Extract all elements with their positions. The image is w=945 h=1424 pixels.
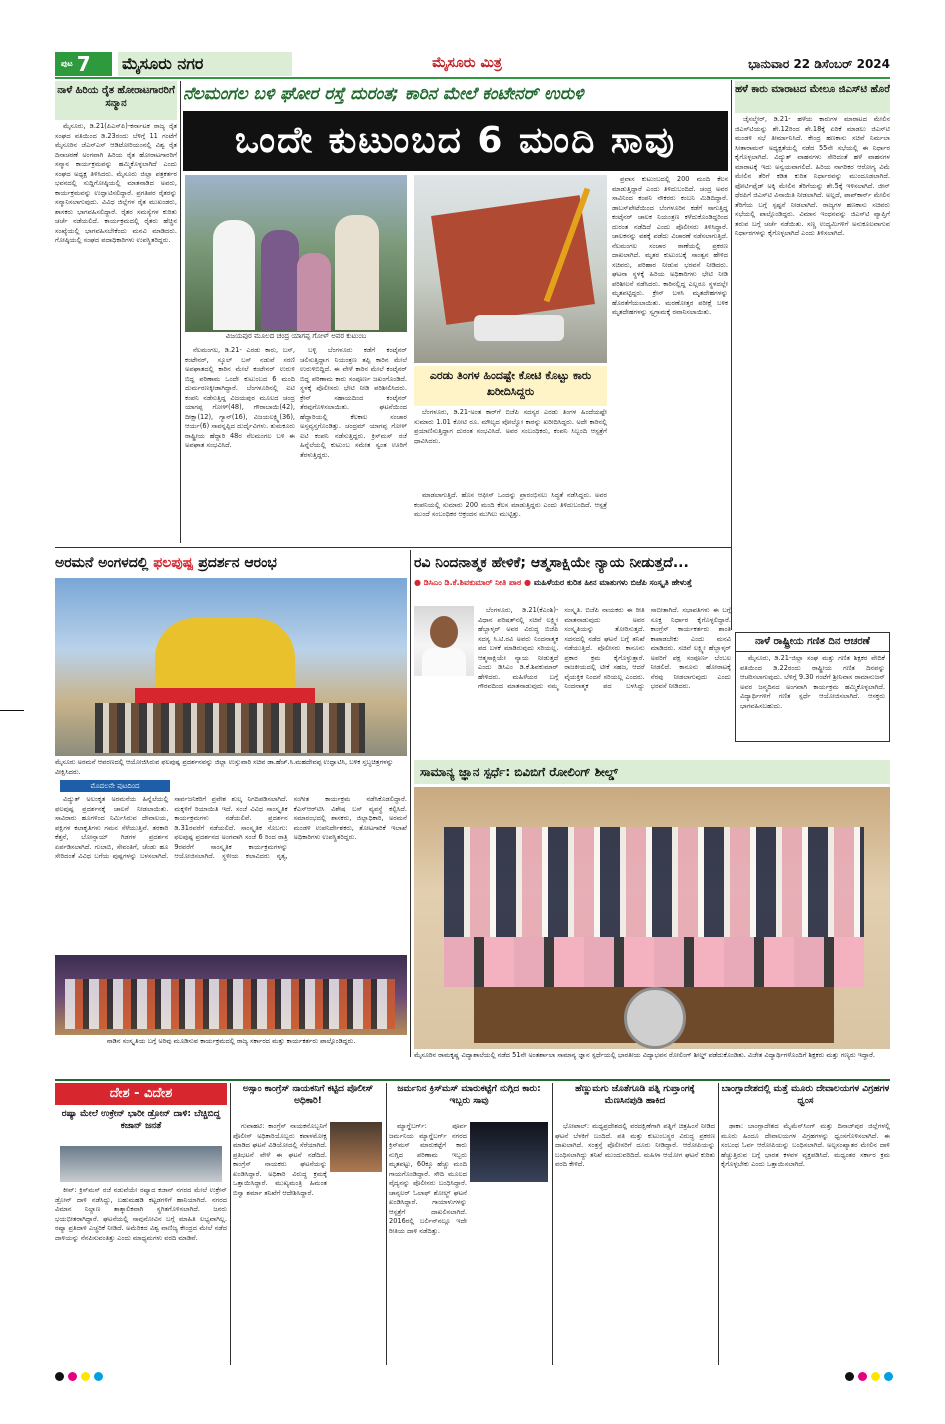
person-figure [297,253,331,331]
lead-body-1 [185,346,295,543]
world-divider-1 [230,1083,231,1365]
right-col-paragraph: ಜೈಸಲ್ಮೇರ್, ಡಿ.21- ಹಳೆಯ ಕಾರುಗಳ ಮಾರಾಟದ ಮೇಲಿನ ಜಿಎಸ್‌ಟಿಯನ್ನು ಶೇ.12ರಿಂದ ಶೇ.18ಕ್ಕೆ ಏರಿಕೆ ಮಾಡಲು ಜಿಎಸ್‌ಟಿ ಮಂಡಳಿ ಸಭೆ ತೀರ್ಮಾನಿಸಿದೆ. ಕೇಂದ್ರ ಹಣಕಾಸು ಸಚಿವೆ ನಿರ್ಮಲಾ ಸೀತಾರಾಮನ್ ಅಧ್ಯಕ್ಷತೆಯಲ್ಲಿ ನಡೆದ 55ನೇ ಸಭೆಯಲ್ಲಿ ಈ ನಿರ್ಧಾರ ಕೈಗೊಳ್ಳಲಾಗಿದೆ. ವಿದ್ಯುತ್ ವಾಹನಗಳು ಸೇರಿದಂತೆ ಹಳೆ ವಾಹನಗಳ ಮಾರಾಟಕ್ಕೆ ಇದು ಅನ್ವಯವಾಗಲಿದೆ. ಹಿರಿಯ ನಾಗರಿಕರ ಆರೋಗ್ಯ ವಿಮೆ ಮೇಲಿನ ತೆರಿಗೆ ಕಡಿತ ಕುರಿತ ನಿರ್ಧಾರವನ್ನು ಮುಂದೂಡಲಾಗಿದೆ. ಫೋರ್ಟಿಫೈಡ್ ಅಕ್ಕಿ ಮೇಲಿನ ತೆರಿಗೆಯನ್ನು ಶೇ.5ಕ್ಕೆ ಇಳಿಸಲಾಗಿದೆ. ಜೀನ್ ಥೆರಪಿಗೆ ಜಿಎಸ್‌ಟಿ ವಿನಾಯಿತಿ ನೀಡಲಾಗಿದೆ. ಅಲ್ಲದೆ, ಪಾಪ್‌ಕಾರ್ನ್ ಮೇಲಿನ ತೆರಿಗೆಯ ಬಗ್ಗೆ ಸ್ಪಷ್ಟನೆ ನೀಡಲಾಗಿದೆ. ರಾಜ್ಯಗಳ ಹಣಕಾಸು ಸಚಿವರು ಸಭೆಯಲ್ಲಿ ಪಾಲ್ಗೊಂಡಿದ್ದರು. ವಿಮಾನ ಇಂಧನವನ್ನು ಜಿಎಸ್‌ಟಿ ವ್ಯಾಪ್ತಿಗೆ ತರುವ ಬಗ್ಗೆ ಚರ್ಚೆ ನಡೆಯಿತು. ಸಣ್ಣ ಉದ್ಯಮಿಗಳಿಗೆ ಅನುಕೂಲವಾಗುವ ನಿರ್ಧಾರಗಳನ್ನು ಕೈಗೊಳ್ಳಲಾಗಿದೆ ಎಂದು ತಿಳಿಸಲಾಗಿದೆ. [735,115,890,237]
lead-paragraph: ಬಳ್ಳಿ ಬೆಂಗಳೂರು ಕಡೆಗೆ ಕಂಟೈನರ್ ಚಲಿಸುತ್ತಿದ್ದಾಗ ನಿಯಂತ್ರಣ ತಪ್ಪಿ ಕಾರಿನ ಮೇಲೆ ಉರುಳಿಬಿದ್ದಿದೆ. ಈ ವೇಳೆ ಕಾರಿನ ಮೇಲೆ ಕಂಟೈನರ್ ಬಿದ್ದ ಪರಿಣಾಮ ಕಾರು ಸಂಪೂರ್ಣ ಜಖಂಗೊಂಡಿದೆ. ಸ್ಥಳಕ್ಕೆ ಪೊಲೀಸರು ಭೇಟಿ ನೀಡಿ ಪರಿಶೀಲಿಸಿದರು. ಕ್ರೇನ್ ಸಹಾಯದಿಂದ ಕಂಟೈನರ್ ತೆರವುಗೊಳಿಸಲಾಯಿತು. ಘಟನೆಯಿಂದ ಹೆದ್ದಾರಿಯಲ್ಲಿ ಕೆಲಕಾಲ ಸಂಚಾರ ಅಸ್ತವ್ಯಸ್ತಗೊಂಡಿತ್ತು. ಚಂದ್ರಮ್ ಯಾಗಪ್ಪ ಗೋಳ್ ಐಟಿ ಕಂಪನಿ ನಡೆಸುತ್ತಿದ್ದರು. ಕ್ರಿಸ್‌ಮಸ್ ರಜೆ ಹಿನ್ನೆಲೆಯಲ್ಲಿ ಕುಟುಂಬ ಸಮೇತ ಸ್ವಂತ ಊರಿಗೆ ತೆರಳುತ್ತಿದ್ದರು. [300,346,407,459]
color-dot [845,1372,854,1381]
ravi-subheads [414,577,731,603]
world-s1-body [55,1186,227,1362]
dance-photo-caption: ನಾಡಿನ ಸಂಸ್ಕೃತಿಯ ಬಗ್ಗೆ ಅರಿವು ಮೂಡಿಸುವ ಕಾರ್ಯಕ್ರಮದಲ್ಲಿ ರಾಜ್ಯ ಸರ್ಕಾರದ ಮತ್ತು ಕಾರ್ಯಕರ್ತರು ಪಾಲ್ಗೊಂಡಿದ್ದರು. [55,1037,407,1057]
world-s5-body [721,1122,890,1362]
crash-photo [414,175,607,363]
fruit-show-photo [55,578,407,756]
world-s5-headline: ಬಾಂಗ್ಲಾದೇಶದಲ್ಲಿ ಮತ್ತೆ ಮೂರು ದೇವಾಲಯಗಳ ವಿಗ್ರಹಗಳ ಧ್ವಂಸ [721,1084,890,1106]
world-s3-photo [470,1122,548,1182]
world-divider-4 [718,1083,719,1365]
lead-body-2 [300,346,407,543]
ravi-headline: ರವಿ ನಿಂದನಾತ್ಮಕ ಹೇಳಿಕೆ; ಆತ್ಮಸಾಕ್ಷಿಯೇ ನ್ಯಾಯ ನೀಡುತ್ತದೆ... [414,555,689,571]
world-top-rule [55,1079,890,1081]
fruit-ravi-divider [410,550,411,1057]
car-shape [474,315,564,341]
bullet-icon: ● [524,578,532,587]
person-figure [261,230,299,330]
right-col-headline: ಹಳೆ ಕಾರು ಮಾರಾಟದ ಮೇಲೂ ಜಿಎಸ್‌ಟಿ ಹೊರೆ [735,81,890,113]
person-figure [335,215,379,330]
world-divider-3 [552,1083,553,1365]
fruit-show-headline-a: ಅರಮನೆ ಅಂಗಳದಲ್ಲಿ [55,555,149,571]
math-day-body [736,652,889,732]
world-s3-paragraph: ಮ್ಯಾಗ್ಡೆಬರ್ಗ್: ಪೂರ್ವ ಜರ್ಮನಿಯ ಮ್ಯಾಗ್ಡೆಬರ್ಗ್ ನಗರದ ಕ್ರಿಸ್‌ಮಸ್ ಮಾರುಕಟ್ಟೆಗೆ ಕಾರು ನುಗ್ಗಿದ ಪರಿಣಾಮ ಇಬ್ಬರು ಮೃತಪಟ್ಟು, 60ಕ್ಕೂ ಹೆಚ್ಚು ಮಂದಿ ಗಾಯಗೊಂಡಿದ್ದಾರೆ. ಸೌದಿ ಮೂಲದ ವೈದ್ಯನನ್ನು ಪೊಲೀಸರು ಬಂಧಿಸಿದ್ದಾರೆ. ಚಾನ್ಸಲರ್ ಓಲಾಫ್ ಶೋಲ್ಜ್ ಘಟನೆ ಖಂಡಿಸಿದ್ದಾರೆ. ಗಾಯಾಳುಗಳನ್ನು ಆಸ್ಪತ್ರೆಗೆ ದಾಖಲಿಸಲಾಗಿದೆ. 2016ರಲ್ಲಿ ಬರ್ಲಿನ್‌ನಲ್ಲೂ ಇದೇ ರೀತಿಯ ದಾಳಿ ನಡೆದಿತ್ತು. [389,1122,467,1235]
lead-right-divider [731,80,732,630]
lead-right-body [612,175,728,543]
masthead-logo: ಮೈಸೂರು ಮಿತ್ರ [432,55,502,71]
world-s1-photo [60,1146,222,1182]
world-s4-headline: ಹೆಣ್ಣುಮಗು ಜೊತೆಗೂಡಿ ಪತ್ನಿ ಗುಪ್ತಾಂಗಕ್ಕೆ ಮೆಣಸಿನಪುಡಿ ಹಾಕಿದ [575,1084,695,1106]
edition-date: ಭಾನುವಾರ 22 ಡಿಸೆಂಬರ್ 2024 [748,57,890,71]
math-day-headline: ನಾಳೆ ರಾಷ್ಟ್ರೀಯ ಗಣಿತ ದಿನ ಆಚರಣೆ [736,633,889,652]
shield-icon [624,987,686,1049]
fruit-show-caption: ಮೈಸೂರು ಅರಮನೆ ಆವರಣದಲ್ಲಿ ಆಯೋಜಿಸಿರುವ ಫಲಪುಷ್ಪ ಪ್ರದರ್ಶನವನ್ನು ಜಿಲ್ಲಾ ಉಸ್ತುವಾರಿ ಸಚಿವ ಡಾ.ಹೆಚ್.ಸಿ.ಮಹದೇವಪ್ಪ ಉದ್ಘಾಟಿಸಿ, ಬಳಿಕ ಸ್ತಬ್ಧಚಿತ್ರಗಳನ್ನು ವೀಕ್ಷಿಸಿದರು. [55,758,407,778]
dance-photo [55,955,407,1035]
color-dot [68,1372,77,1381]
left-col-paragraph: ಮೈಸೂರು, ಡಿ.21(ಪಿಎಸ್‌ಪಿ)-ಕರ್ನಾಟಕ ರಾಜ್ಯ ರೈತ ಸಂಘದ ವತಿಯಿಂದ ಡಿ.23ರಂದು ಬೆಳಿಗ್ಗೆ 11 ಗಂಟೆಗೆ ಮೈಸೂರಿನ ಜೆಎಸ್‌ಎಸ್ ಆಡಿಟೋರಿಯಂನಲ್ಲಿ ವಿಶ್ವ ರೈತ ದಿನಾಚರಣೆ ಅಂಗವಾಗಿ ಹಿರಿಯ ರೈತ ಹೋರಾಟಗಾರರಿಗೆ ಸನ್ಮಾನ ಕಾರ್ಯಕ್ರಮವನ್ನು ಹಮ್ಮಿಕೊಳ್ಳಲಾಗಿದೆ ಎಂದು ಸಂಘದ ಅಧ್ಯಕ್ಷ ತಿಳಿಸಿದರು. ಮೈಸೂರು ಜಿಲ್ಲಾ ಪತ್ರಕರ್ತರ ಭವನದಲ್ಲಿ ಸುದ್ದಿಗೋಷ್ಠಿಯಲ್ಲಿ ಮಾತನಾಡಿದ ಅವರು, ಕಾರ್ಯಕ್ರಮವನ್ನು ಉದ್ಘಾಟಿಸಲಿದ್ದಾರೆ. ಪ್ರಗತಿಪರ ರೈತರನ್ನು ಸನ್ಮಾನಿಸಲಾಗುವುದು. ವಿವಿಧ ಜಿಲ್ಲೆಗಳ ರೈತ ಮುಖಂಡರು, ಶಾಸಕರು ಭಾಗವಹಿಸಲಿದ್ದಾರೆ. ರೈತರ ಸಮಸ್ಯೆಗಳ ಕುರಿತು ಚರ್ಚೆ ನಡೆಯಲಿದೆ. ಕಾರ್ಯಕ್ರಮದಲ್ಲಿ ರೈತರು ಹೆಚ್ಚಿನ ಸಂಖ್ಯೆಯಲ್ಲಿ ಭಾಗವಹಿಸಬೇಕೆಂದು ಮನವಿ ಮಾಡಿದರು. ಗೋಷ್ಠಿಯಲ್ಲಿ ಸಂಘದ ಪದಾಧಿಕಾರಿಗಳು ಉಪಸ್ಥಿತರಿದ್ದರು. [55,122,177,244]
color-dot [81,1372,90,1381]
page-number: 7 [76,52,91,76]
quiz-photo [414,787,890,1049]
lead-paragraph: ನೆಲಮಂಗಲ, ಡಿ.21- ಎರಡು ಕಾರು, ಬಸ್, ಕಂಟೇನರ್, ಸ್ಕೂಲ್ ಬಸ್ ನಡುವೆ ಸರಣಿ ಅಪಘಾತದಲ್ಲಿ ಕಾರಿನ ಮೇಲೆ ಕಂಟೇನರ್ ಉರುಳಿ ಬಿದ್ದ ಪರಿಣಾಮ ಒಂದೇ ಕುಟುಂಬದ 6 ಮಂದಿ ದುರ್ಮರಣಕ್ಕೀಡಾಗಿದ್ದಾರೆ. ಬೆಂಗಳೂರಿನಲ್ಲಿ ಐಟಿ ಕಂಪನಿ ನಡೆಸುತ್ತಿದ್ದ ವಿಜಯಪುರ ಮೂಲದ ಚಂದ್ರ ಯಾಗಪ್ಪ ಗೋಳ್(48), ಗೌರಾಬಾಯಿ(42), ದೀಕ್ಷಾ(12), ಗ್ಯಾನ್(16), ವಿಜಯಲಕ್ಷ್ಮಿ(36), ಆರ್ಯ(6) ಸಾವನ್ನಪ್ಪಿದ ದುರ್ದೈವಿಗಳು. ತುಮಕೂರು ರಾಷ್ಟ್ರೀಯ ಹೆದ್ದಾರಿ 48ರ ನೆಲಮಂಗಲ ಬಳಿ ಈ ಅಪಘಾತ ಸಂಭವಿಸಿದೆ. [185,346,295,449]
world-s2-photo [330,1122,382,1172]
page-number-tab [55,52,112,76]
math-day-paragraph: ಮೈಸೂರು, ಡಿ.21-ಜಿಲ್ಲಾ ಸಂಘ ಮತ್ತು ಗಣಿತ ಶಿಕ್ಷಕರ ವೇದಿಕೆ ವತಿಯಿಂದ ಡಿ.22ರಂದು ರಾಷ್ಟ್ರೀಯ ಗಣಿತ ದಿನವನ್ನು ಆಚರಿಸಲಾಗುವುದು. ಬೆಳಿಗ್ಗೆ 9.30 ಗಂಟೆಗೆ ಶ್ರೀನಿವಾಸ ರಾಮಾನುಜನ್ ಅವರ ಜನ್ಮದಿನದ ಅಂಗವಾಗಿ ಕಾರ್ಯಕ್ರಮ ಹಮ್ಮಿಕೊಳ್ಳಲಾಗಿದೆ. ವಿದ್ಯಾರ್ಥಿಗಳಿಗೆ ಗಣಿತ ಸ್ಪರ್ಧೆ ಆಯೋಜಿಸಲಾಗಿದೆ. ಆಸಕ್ತರು ಭಾಗವಹಿಸಬಹುದು. [740,654,885,710]
mid-rule [55,547,731,548]
performers-strip [65,979,395,1029]
color-dot [55,1372,64,1381]
fruit-show-paragraph: ವಿದ್ಯುತ್ ಅಲಂಕೃತ ಅರಮನೆಯ ಹಿನ್ನೆಲೆಯಲ್ಲಿ ಫಲಪುಷ್ಪ ಪ್ರದರ್ಶನಕ್ಕೆ ಚಾಲನೆ ನೀಡಲಾಯಿತು. ಸಾವಿರಾರು ಹೂಗಳಿಂದ ನಿರ್ಮಿಸಿರುವ ದೇವಾಲಯ, ಪಕ್ಷಿಗಳ ಕಲಾಕೃತಿಗಳು ಗಮನ ಸೆಳೆಯುತ್ತಿವೆ. ತರಕಾರಿ ಕೆತ್ತನೆ, ಬೋನ್ಸಾಯ್ ಗಿಡಗಳ ಪ್ರದರ್ಶನ ಏರ್ಪಡಿಸಲಾಗಿದೆ. ಗುಲಾಬಿ, ಸೇವಂತಿಗೆ, ಚೆಂಡು ಹೂ ಸೇರಿದಂತೆ ವಿವಿಧ ಬಗೆಯ ಪುಷ್ಪಗಳನ್ನು ಬಳಸಲಾಗಿದೆ. ಸಾರ್ವಜನಿಕರಿಗೆ ಪ್ರವೇಶ ಶುಲ್ಕ ನಿಗದಿಪಡಿಸಲಾಗಿದೆ. ಮಕ್ಕಳಿಗೆ ರಿಯಾಯಿತಿ ಇದೆ. ಸಂಜೆ ವಿವಿಧ ಸಾಂಸ್ಕೃತಿಕ ಕಾರ್ಯಕ್ರಮಗಳು ನಡೆಯಲಿವೆ. ಪ್ರದರ್ಶನ ಡಿ.31ರವರೆಗೆ ನಡೆಯಲಿದೆ. ಸಾಂಸ್ಕೃತಿಕ ಸೊಬಗು: ಫಲಪುಷ್ಪ ಪ್ರದರ್ಶನದ ಅಂಗವಾಗಿ ಸಂಜೆ 6 ರಿಂದ ರಾತ್ರಿ 9ರವರೆಗೆ ಸಾಂಸ್ಕೃತಿಕ ಕಾರ್ಯಕ್ರಮಗಳನ್ನು ಆಯೋಜಿಸಲಾಗಿದೆ. ಸ್ಥಳೀಯ ಕಲಾವಿದರು ನೃತ್ಯ, ಸಂಗೀತ ಕಾರ್ಯಕ್ರಮ ನಡೆಸಿಕೊಡಲಿದ್ದಾರೆ. ಕೆಎಸ್‌ಆರ್‌ಟಿಸಿ ವಿಶೇಷ ಬಸ್ ವ್ಯವಸ್ಥೆ ಕಲ್ಪಿಸಿದೆ. ಸಮಾರಂಭದಲ್ಲಿ ಶಾಸಕರು, ಜಿಲ್ಲಾಧಿಕಾರಿ, ಅರಮನೆ ಮಂಡಳಿ ಉಪನಿರ್ದೇಶಕರು, ತೋಟಗಾರಿಕೆ ಇಲಾಖೆ ಅಧಿಕಾರಿಗಳು ಉಪಸ್ಥಿತರಿದ್ದರು. [55,795,407,860]
family-photo-caption: ವಿಜಯಪುರ ಮೂಲದ ಚಂದ್ರ ಯಾಗಪ್ಪ ಗೋಳ್ ಅವರ ಕುಟುಂಬ [185,332,407,343]
left-col-body [55,122,177,542]
left-col-headline: ನಾಳೆ ಹಿರಿಯ ರೈತ ಹೋರಾಟಗಾರರಿಗೆ ಸನ್ಮಾನ [55,81,177,120]
world-s4-paragraph: ಭೋಪಾಲ್: ಮಧ್ಯಪ್ರದೇಶದಲ್ಲಿ ವರದಕ್ಷಿಣೆಗಾಗಿ ಪತ್ನಿಗೆ ಚಿತ್ರಹಿಂಸೆ ನೀಡಿದ ಘಟನೆ ಬೆಳಕಿಗೆ ಬಂದಿದೆ. ಪತಿ ಮತ್ತು ಕುಟುಂಬಸ್ಥರ ವಿರುದ್ಧ ಪ್ರಕರಣ ದಾಖಲಾಗಿದೆ. ಸಂತ್ರಸ್ತೆ ಪೊಲೀಸರಿಗೆ ದೂರು ನೀಡಿದ್ದಾರೆ. ಆರೋಪಿಯನ್ನು ಬಂಧಿಸಲಾಗಿದ್ದು ತನಿಖೆ ಮುಂದುವರಿದಿದೆ. ಮಹಿಳಾ ಆಯೋಗ ಘಟನೆ ಕುರಿತು ವರದಿ ಕೇಳಿದೆ. [555,1122,715,1168]
section-name: ಮೈಸೂರು ನಗರ [118,52,292,76]
page-label: ಪುಟ [61,59,73,68]
seated-row [444,937,864,987]
family-photo [185,175,407,333]
fruit-show-headline [55,550,407,576]
crowd-strip [95,703,365,753]
lead-paragraph: ಬೆಂಗಳೂರು, ಡಿ.21-ಅಂತ ಕಾರ್‌ಗೆ ಬಿಜೆಪಿ ಸದಸ್ಯರ ಎರಡು ತಿಂಗಳ ಹಿಂದೆಯಷ್ಟೇ ಸುಮಾರು 1.01 ಕೋಟಿ ರೂ. ಮೌಲ್ಯದ ವೋಲ್ವೋ ಕಾರನ್ನು ಖರೀದಿಸಿದ್ದರು. ಅದೇ ಕಾರಿನಲ್ಲಿ ಪ್ರಯಾಣಿಸುತ್ತಿದ್ದಾಗ ದುರಂತ ಸಂಭವಿಸಿದೆ. ಅವರ ಸಂಬಂಧಿಕರು, ಕಂಪನಿ ಸಿಬ್ಬಂದಿ ಆಸ್ಪತ್ರೆಗೆ ಧಾವಿಸಿದರು. [414,408,607,445]
world-s2-headline: ಅಸ್ಸಾಂ ಕಾಂಗ್ರೆಸ್ ನಾಯಕನಿಗೆ ಕಟ್ಟಿದ ಪೊಲೀಸ್ ಅಧಿಕಾರಿ! [242,1084,374,1106]
world-divider-2 [386,1083,387,1365]
fruit-show-headline-c: ಪ್ರದರ್ಶನ ಆರಂಭ [198,555,277,571]
quiz-headline: ಸಾಮಾನ್ಯ ಜ್ಞಾನ ಸ್ಪರ್ಧೆ: ಬಿವಿಬಿಗೆ ರೋಲಿಂಗ್ ಶೀಲ್ಡ್ [414,760,890,784]
world-s2-body [233,1122,327,1362]
lead-body-3 [414,408,607,488]
ravi-sub1: ಡಿಸಿಎಂ ಡಿ.ಕೆ.ಶಿವಕುಮಾರ್ ನೀತಿ ಪಾಠ [423,578,522,587]
right-col-body [735,115,890,620]
lead-kicker: ನೆಲಮಂಗಲ ಬಳಿ ಘೋರ ರಸ್ತೆ ದುರಂತ; ಕಾರಿನ ಮೇಲೆ ಕಂಟೇನರ್ ಉರುಳಿ [183,84,584,104]
quiz-caption: ಮೈಸೂರಿನ ರಾಮಕೃಷ್ಣ ವಿದ್ಯಾಶಾಲೆಯಲ್ಲಿ ನಡೆದ 51ನೇ ಅಂತರ್ಶಾಲಾ ಸಾಮಾನ್ಯ ಜ್ಞಾನ ಸ್ಪರ್ಧೆಯಲ್ಲಿ ಭಾರತೀಯ ವಿದ್ಯಾಭವನ ರೋಲಿಂಗ್ ಶೀಲ್ಡ್ ಪಡೆದುಕೊಂಡಿತು. ವಿಜೇತ ವಿದ್ಯಾರ್ಥಿಗಳೊಂದಿಗೆ ಶಿಕ್ಷಕರು ಮತ್ತು ಗಣ್ಯರು ಇದ್ದಾರೆ. [414,1051,890,1075]
floral-temple [155,618,295,698]
lead-headline: ಒಂದೇ ಕುಟುಂಬದ 6 ಮಂದಿ ಸಾವು [183,111,728,171]
ravi-sub2: ಮಹಿಳೆಯರ ಕುರಿತ ಹೀನ ಮಾತುಗಳು ಬಿಜೆಪಿ ಸಂಸ್ಕೃತಿ ಹೇಳುತ್ತೆ [533,578,692,587]
color-dot [884,1372,893,1381]
lead-subhead: ಎರಡು ತಿಂಗಳ ಹಿಂದಷ್ಟೇ ಕೋಟಿ ಕೊಟ್ಟು ಕಾರು ಖರೀದಿಸಿದ್ದರು [414,366,607,406]
dk-shivakumar-photo [414,606,474,676]
person-figure [213,220,255,330]
registration-dots-left [55,1372,103,1381]
crop-mark [0,710,24,711]
header-rule [55,77,890,79]
ravi-paragraph: ಬೆಂಗಳೂರು, ಡಿ.21(ಕೆಎಂಶಿ)-ವಿಧಾನ ಪರಿಷತ್‌ನಲ್ಲಿ ಸಚಿವೆ ಲಕ್ಷ್ಮೀ ಹೆಬ್ಬಾಳ್ಕರ್ ಅವರ ವಿರುದ್ಧ ಬಿಜೆಪಿ ಸದಸ್ಯ ಸಿ.ಟಿ.ರವಿ ಅವರು ನಿಂದನಾತ್ಮಕ ಪದ ಬಳಕೆ ಮಾಡಿರುವುದು ಸರಿಯಲ್ಲ. ಆತ್ಮಸಾಕ್ಷಿಯೇ ನ್ಯಾಯ ನೀಡುತ್ತದೆ ಎಂದು ಡಿಸಿಎಂ ಡಿ.ಕೆ.ಶಿವಕುಮಾರ್ ಹೇಳಿದರು. ಮಹಿಳೆಯರ ಬಗ್ಗೆ ಗೌರವದಿಂದ ಮಾತನಾಡುವುದು ನಮ್ಮ ಸಂಸ್ಕೃತಿ. ಬಿಜೆಪಿ ನಾಯಕರು ಈ ರೀತಿ ಮಾತನಾಡುವುದು ಅವರ ಸಂಸ್ಕೃತಿಯನ್ನು ತೋರಿಸುತ್ತದೆ. ಸದನದಲ್ಲಿ ನಡೆದ ಘಟನೆ ಬಗ್ಗೆ ತನಿಖೆ ನಡೆಯುತ್ತಿದೆ. ಪೊಲೀಸರು ಕಾನೂನು ಪ್ರಕಾರ ಕ್ರಮ ಕೈಗೊಳ್ಳುತ್ತಾರೆ. ರಾಜಕೀಯದಲ್ಲಿ ಟೀಕೆ ಸಹಜ, ಆದರೆ ವೈಯಕ್ತಿಕ ನಿಂದನೆ ಸರಿಯಲ್ಲ ಎಂದರು. ನಿಂದನಾತ್ಮಕ ಪದ ಬಳಸಿದ್ದು ಸಾಬೀತಾಗಿದೆ. ಸಭಾಪತಿಗಳು ಈ ಬಗ್ಗೆ ಸೂಕ್ತ ನಿರ್ಧಾರ ಕೈಗೊಳ್ಳಲಿದ್ದಾರೆ. ಕಾಂಗ್ರೆಸ್ ಕಾರ್ಯಕರ್ತರು ಶಾಂತಿ ಕಾಪಾಡಬೇಕು ಎಂದು ಮನವಿ ಮಾಡಿದರು. ಸಚಿವೆ ಲಕ್ಷ್ಮೀ ಹೆಬ್ಬಾಳ್ಕರ್ ಅವರಿಗೆ ಪಕ್ಷ ಸಂಪೂರ್ಣ ಬೆಂಬಲ ನೀಡಲಿದೆ. ಕಾನೂನು ಹೋರಾಟಕ್ಕೆ ನೆರವು ನೀಡಲಾಗುವುದು ಎಂದು ಭರವಸೆ ನೀಡಿದರು. [478,606,731,690]
world-s3-headline: ಜರ್ಮನಿನ ಕ್ರಿಸ್‌ಮಸ್ ಮಾರುಕಟ್ಟೆಗೆ ನುಗ್ಗಿದ ಕಾರು: ಇಬ್ಬರು ಸಾವು [397,1084,541,1106]
left-col-divider [180,81,181,543]
portrait-body [422,648,466,676]
world-s4-body [555,1122,715,1362]
color-dot [871,1372,880,1381]
color-dot [94,1372,103,1381]
container-shape [431,195,595,325]
lead-paragraph: ಪ್ರವಾಸ ಕುಟುಂಬದಲ್ಲಿ 200 ಮಂದಿ ಕೆಲಸ ಮಾಡುತ್ತಿದ್ದಾರೆ ಎಂದು ತಿಳಿದುಬಂದಿದೆ. ಚಂದ್ರ ಅವರ ಸಾವಿನಿಂದ ಕಂಪನಿ ನೌಕರರು ಕಂಬನಿ ಮಿಡಿದಿದ್ದಾರೆ. ಡಾಬಸ್‌ಪೇಟೆಯಿಂದ ಬೆಂಗಳೂರಿನ ಕಡೆಗೆ ಸಾಗುತ್ತಿದ್ದ ಕಂಟೈನರ್ ಚಾಲಕ ನಿಯಂತ್ರಣ ಕಳೆದುಕೊಂಡಿದ್ದರಿಂದ ದುರಂತ ನಡೆದಿದೆ ಎಂದು ಪೊಲೀಸರು ತಿಳಿಸಿದ್ದಾರೆ. ಚಾಲಕನನ್ನು ವಶಕ್ಕೆ ಪಡೆದು ವಿಚಾರಣೆ ನಡೆಸಲಾಗುತ್ತಿದೆ. ನೆಲಮಂಗಲ ಸಂಚಾರ ಠಾಣೆಯಲ್ಲಿ ಪ್ರಕರಣ ದಾಖಲಾಗಿದೆ. ಮೃತರ ಕುಟುಂಬಕ್ಕೆ ಸಾಂತ್ವನ ಹೇಳಿದ ಸಚಿವರು, ಪರಿಹಾರ ನೀಡುವ ಭರವಸೆ ನೀಡಿದರು. ಘಟನಾ ಸ್ಥಳಕ್ಕೆ ಹಿರಿಯ ಅಧಿಕಾರಿಗಳು ಭೇಟಿ ನೀಡಿ ಪರಿಶೀಲನೆ ನಡೆಸಿದರು. ಕಾರಿನಲ್ಲಿದ್ದ ಎಲ್ಲರೂ ಸ್ಥಳದಲ್ಲೇ ಮೃತಪಟ್ಟಿದ್ದರು. ಕ್ರೇನ್ ಬಳಸಿ ಮೃತದೇಹಗಳನ್ನು ಹೊರತೆಗೆಯಲಾಯಿತು. ಮರಣೋತ್ತರ ಪರೀಕ್ಷೆ ಬಳಿಕ ಮೃತದೇಹಗಳನ್ನು ಸ್ವಗ್ರಾಮಕ್ಕೆ ರವಾನಿಸಲಾಯಿತು. [612,175,728,316]
color-dot [858,1372,867,1381]
lead-body-4 [414,491,607,543]
continued-tag: ಮೊದಲನೇ ಪುಟದಿಂದ [60,780,170,792]
world-s1-headline: ರಷ್ಯಾ ಮೇಲೆ ಉಕ್ರೇನ್ ಭಾರೀ ಡ್ರೋನ್ ದಾಳಿ: ಬೆಚ್ಚಿಬಿದ್ದ ಕಜಾನ್ ಜನತೆ [61,1109,221,1131]
bullet-icon: ● [414,578,421,587]
world-s1-paragraph: ಕೀವ್: ಕ್ರಿಸ್‌ಮಸ್ ರಜೆ ನಡುವೆಯೇ ರಷ್ಯಾದ ಕಜಾನ್ ನಗರದ ಮೇಲೆ ಉಕ್ರೇನ್ ಡ್ರೋನ್ ದಾಳಿ ನಡೆಸಿದ್ದು, ಬಹುಮಹಡಿ ಕಟ್ಟಡಗಳಿಗೆ ಹಾನಿಯಾಗಿದೆ. ನಗರದ ವಿಮಾನ ನಿಲ್ದಾಣ ತಾತ್ಕಾಲಿಕವಾಗಿ ಸ್ಥಗಿತಗೊಳಿಸಲಾಗಿದೆ. ಜನರು ಭಯಭೀತರಾಗಿದ್ದಾರೆ. ಘಟನೆಯಲ್ಲಿ ಸಾವುನೋವಿನ ಬಗ್ಗೆ ಮಾಹಿತಿ ಲಭ್ಯವಾಗಿಲ್ಲ. ರಷ್ಯಾ ಪ್ರತಿದಾಳಿ ಎಚ್ಚರಿಕೆ ನೀಡಿದೆ. ಅಮೆರಿಕದ ವಿಶ್ವ ವಾಣಿಜ್ಯ ಕೇಂದ್ರದ ಮೇಲೆ ನಡೆದ ದಾಳಿಯನ್ನು ನೆನಪಿಸುವಂತಿತ್ತು ಎಂದು ಮಾಧ್ಯಮಗಳು ವರದಿ ಮಾಡಿವೆ. [55,1186,227,1242]
world-label: ದೇಶ - ವಿದೇಶ [55,1083,227,1105]
world-s5-paragraph: ಢಾಕಾ: ಬಾಂಗ್ಲಾದೇಶದ ಮೈಮೆನ್‌ಸಿಂಗ್ ಮತ್ತು ದಿನಾಜ್‌ಪುರ ಜಿಲ್ಲೆಗಳಲ್ಲಿ ಮೂರು ಹಿಂದೂ ದೇವಾಲಯಗಳ ವಿಗ್ರಹಗಳನ್ನು ಧ್ವಂಸಗೊಳಿಸಲಾಗಿದೆ. ಈ ಸಂಬಂಧ ಓರ್ವ ಆರೋಪಿಯನ್ನು ಬಂಧಿಸಲಾಗಿದೆ. ಅಲ್ಪಸಂಖ್ಯಾತರ ಮೇಲಿನ ದಾಳಿ ಹೆಚ್ಚುತ್ತಿರುವ ಬಗ್ಗೆ ಭಾರತ ಕಳವಳ ವ್ಯಕ್ತಪಡಿಸಿದೆ. ಮಧ್ಯಂತರ ಸರ್ಕಾರ ಕ್ರಮ ಕೈಗೊಳ್ಳಬೇಕು ಎಂದು ಒತ್ತಾಯಿಸಲಾಗಿದೆ. [721,1122,890,1168]
ravi-body [478,606,731,756]
world-s3-body [389,1122,467,1362]
students-row [444,827,864,937]
world-s2-paragraph: ಗುವಾಹಟಿ: ಕಾಂಗ್ರೆಸ್ ನಾಯಕನೊಬ್ಬನಿಗೆ ಪೊಲೀಸ್ ಅಧಿಕಾರಿಯೊಬ್ಬರು ಕಪಾಳಮೋಕ್ಷ ಮಾಡಿದ ಘಟನೆ ವಿಡಿಯೋದಲ್ಲಿ ಸೆರೆಯಾಗಿದೆ. ಪ್ರತಿಭಟನೆ ವೇಳೆ ಈ ಘಟನೆ ನಡೆದಿದೆ. ಕಾಂಗ್ರೆಸ್ ನಾಯಕರು ಘಟನೆಯನ್ನು ಖಂಡಿಸಿದ್ದಾರೆ. ಅಧಿಕಾರಿ ವಿರುದ್ಧ ಕ್ರಮಕ್ಕೆ ಒತ್ತಾಯಿಸಿದ್ದಾರೆ. ಮುಖ್ಯಮಂತ್ರಿ ಹಿಮಂತ ಬಿಸ್ವಾ ಶರ್ಮಾ ತನಿಖೆಗೆ ಆದೇಶಿಸಿದ್ದಾರೆ. [233,1122,327,1197]
lead-paragraph: ಮಾಡಲಾಗುತ್ತಿದೆ. ಹೊಸ ಆಫೀಸ್ ಒಂದನ್ನು ಪ್ರಾರಂಭಿಸಲು ಸಿದ್ಧತೆ ನಡೆಸಿದ್ದರು. ಅವರ ಕಂಪನಿಯಲ್ಲಿ ಸುಮಾರು 200 ಮಂದಿ ಕೆಲಸ ಮಾಡುತ್ತಿದ್ದರು ಎಂದು ತಿಳಿದುಬಂದಿದೆ. ಆಸ್ಪತ್ರೆ ಮುಂದೆ ಸಂಬಂಧಿಕರ ಆಕ್ರಂದನ ಮುಗಿಲು ಮುಟ್ಟಿತ್ತು. [414,491,607,518]
portrait-head [430,616,458,648]
registration-dots-right [845,1372,893,1381]
fruit-show-body [55,795,407,947]
math-day-box [735,632,890,742]
fruit-show-headline-b: ಫಲಪುಷ್ಪ [153,555,194,571]
